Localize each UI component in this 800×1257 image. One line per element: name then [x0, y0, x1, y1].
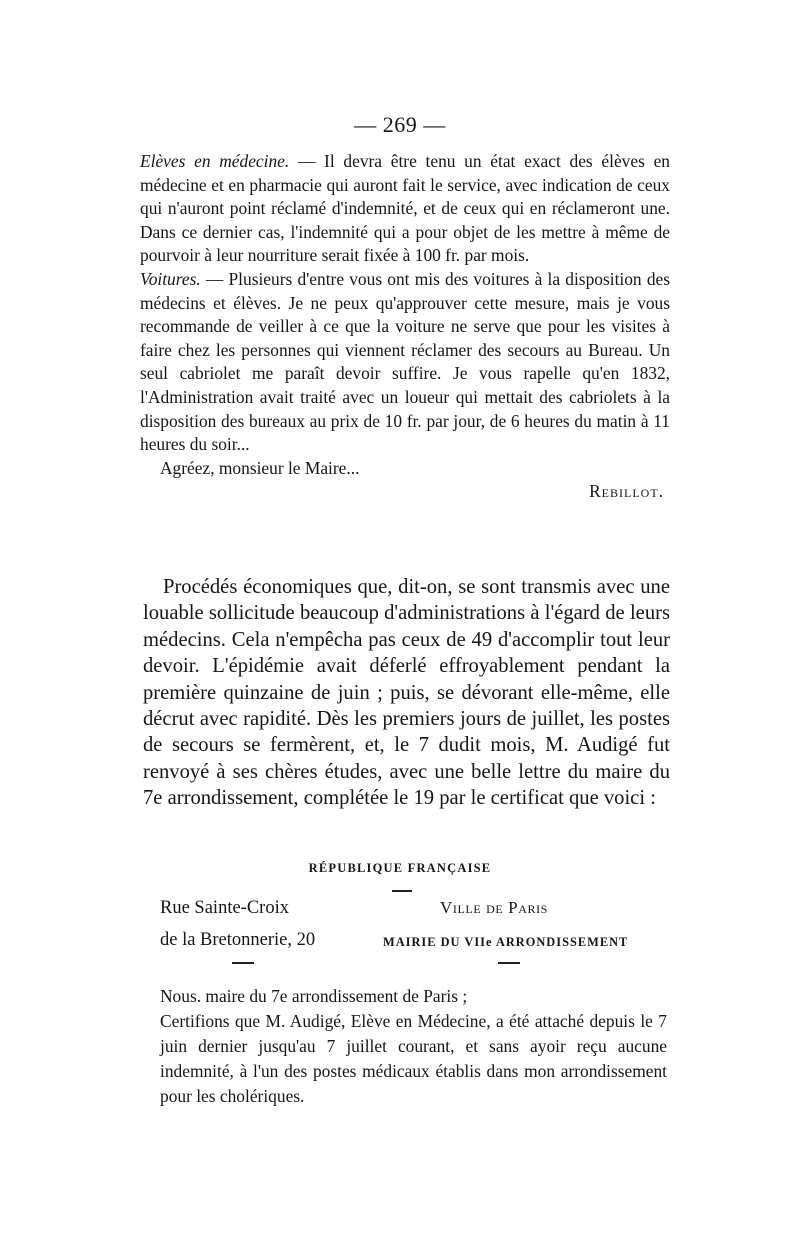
voitures-heading: Voitures.: [140, 268, 201, 289]
voitures-text: — Plusieurs d'entre vous ont mis des voitures à la disposition des médecins et élèves. Je ne peux qu'approuver cette mesure, mais je vous recommande de veiller à ce que la voiture ne serve que pour les visites à faire chez les personnes qui viennent réclamer des secours au Bureau. Un seul cabriolet me paraît devoir suffire. Je vous rapelle qu'en 1832, l'Administration avait traité avec un loueur qui mettait des cabriolets à la disposition des bureaux au prix de 10 fr. par jour, de 6 heures du matin à 11 heures du soir...: [140, 268, 670, 455]
narrative-text: [143, 574, 670, 812]
letter-closing: Agréez, monsieur le Maire...: [160, 457, 360, 478]
letter-signature: Rebillot.: [589, 481, 664, 502]
certificate-line2: Certifions que M. Audigé, Elève en Médecine, a été attaché depuis le 7 juin dernier jusqu'au 7 juillet courant, et sans ayoir reçu aucune indemnité, à l'un des postes médicaux établis dans mon arrondissement pour les cholériques.: [160, 1011, 667, 1106]
certificate-city: Ville de Paris: [440, 898, 548, 917]
certificate-heading: RÉPUBLIQUE FRANÇAISE: [308, 861, 492, 875]
heading-divider: [392, 890, 412, 892]
certificate-body: [160, 984, 667, 1109]
address-divider: [232, 962, 254, 964]
certificate-address-line1: Rue Sainte-Croix: [160, 898, 289, 918]
certificate-line1: Nous. maire du 7e arrondissement de Paris ;: [160, 986, 468, 1006]
eleves-paragraph: [140, 150, 670, 268]
eleves-text: — Il devra être tenu un état exact des élèves en médecine et en pharmacie qui auront fait le service, avec indication de ceux qui n'auront point réclamé d'indemnité, et de ceux qui en réclameront une. Dans ce dernier cas, l'indemnité qui a pour objet de les mettre à même de pourvoir à leur nourriture serait fixée à 100 fr. par mois.: [140, 151, 670, 266]
eleves-heading: Elèves en médecine.: [140, 151, 290, 171]
letter-excerpt: [140, 150, 670, 504]
mairie-divider: [498, 962, 520, 964]
page-number: — 269 —: [354, 112, 446, 137]
voitures-paragraph: [140, 268, 670, 457]
certificate-address-line2: de la Bretonnerie, 20: [160, 930, 316, 950]
narrative-paragraph: Procédés économiques que, dit-on, se sont transmis avec une louable sollicitude beaucoup d'administrations à l'égard de leurs médecins. Cela n'empêcha pas ceux de 49 d'accomplir tout leur devoir. L'épidémie avait déferlé effroyablement pendant la première quinzaine de juin ; puis, se dévorant elle-même, elle décrut avec rapidité. Dès les premiers jours de juillet, les postes de secours se fermèrent, et, le 7 dudit mois, M. Audigé fut renvoyé à ses chères études, avec une belle lettre du maire du 7e arrondissement, complétée le 19 par le certificat que voici :: [143, 576, 670, 810]
certificate-mairie: MAIRIE DU VIIe ARRONDISSEMENT: [383, 935, 629, 949]
